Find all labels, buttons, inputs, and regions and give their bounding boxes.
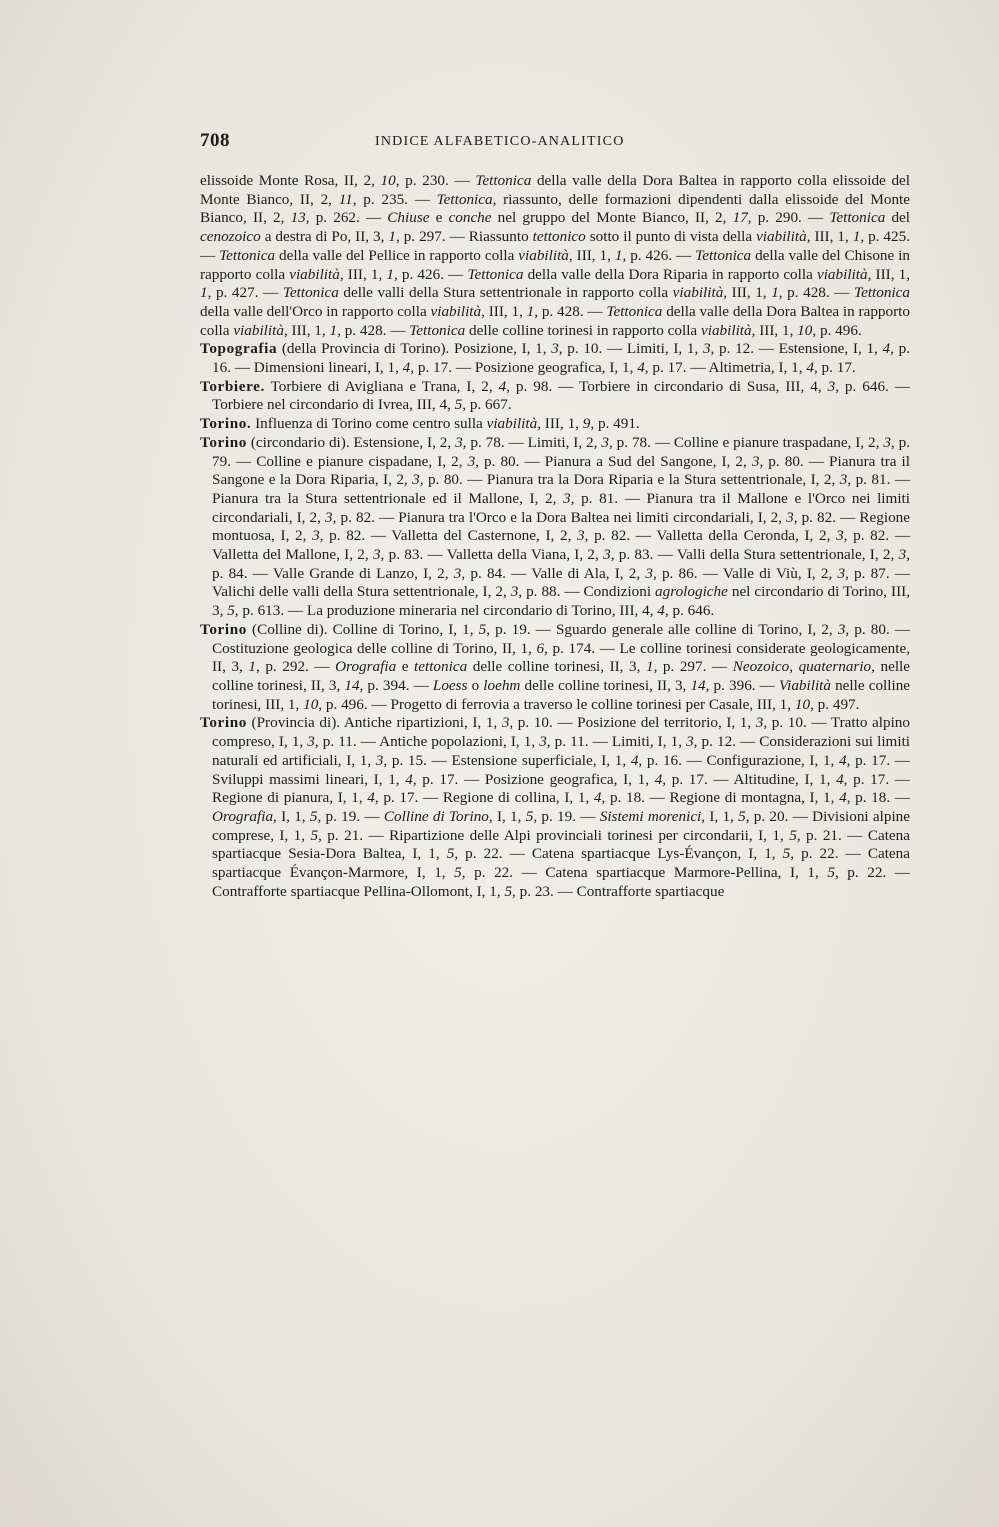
text-run: , p. 497. (810, 695, 860, 713)
italic-run: viabilità (672, 284, 724, 302)
index-entry-torino (200, 415, 910, 434)
text-run: , p. 23. — Contrafforte spartiacque (512, 882, 725, 900)
text-run: nel circondario di Torino, III, 3, (212, 583, 911, 620)
text-run: , p. 17. (813, 359, 856, 377)
italic-run: 4 (657, 602, 665, 620)
italic-run: 3 (751, 452, 760, 470)
index-entry-topografia (200, 340, 910, 377)
italic-run: 3 (786, 508, 794, 526)
entry-heading: Topografia (200, 340, 278, 358)
italic-run: viabilità (756, 228, 807, 246)
text-run: , III, 1, (283, 321, 330, 339)
text-run: a destra di Po, II, 3, (260, 228, 389, 246)
text-run: , p. 79. — Colline e pianure cispadane, I, 2, (212, 433, 910, 470)
text-run: (circondario di). Estensione, I, 2, (246, 433, 456, 451)
text-run: , p. 428. — (534, 302, 607, 320)
text-run: , p. 428. — (778, 284, 855, 302)
italic-run: 5 (525, 807, 534, 825)
text-run: , p. 82. — Valletta della Ceronda, I, 2, (584, 527, 837, 545)
text-run: della valle della Dora Baltea in rapporto colla (200, 302, 910, 339)
text-run: , p. 17. — Posizione geografica, I, 1, (412, 770, 655, 788)
italic-run: 4 (882, 340, 891, 358)
italic-run: 1 (200, 284, 208, 302)
italic-run: 3 (325, 508, 333, 526)
index-entry-continuation (200, 172, 910, 340)
text-run: , p. 613. — La produzione mineraria nel circondario di Torino, III, 4, (234, 602, 658, 620)
text-run: , p. 292. — (256, 658, 336, 676)
text-run: , p. 290. — (747, 209, 830, 227)
text-run: , p. 17. — Altimetria, I, 1, (644, 359, 807, 377)
italic-run: 3 (455, 433, 463, 451)
italic-run: Neozoico (732, 658, 790, 676)
italic-run: conche (448, 209, 492, 227)
italic-run: 4 (498, 377, 507, 395)
text-run: del (885, 209, 910, 227)
italic-run: 3 (467, 452, 476, 470)
italic-run: 3 (563, 489, 571, 507)
italic-run: 3 (898, 546, 907, 564)
italic-run: 5 (309, 807, 318, 825)
italic-run: 17 (732, 209, 748, 227)
text-run: , p. 426. — (622, 246, 696, 264)
text-run: , p. 98. — Torbiere in circondario di Susa, III, 4, (506, 377, 828, 395)
text-run: , III, 1, (751, 321, 798, 339)
text-run: , III, 1, (806, 228, 853, 246)
italic-run: 3 (837, 564, 846, 582)
text-run: , p. 78. — Limiti, I, 2, (462, 433, 602, 451)
italic-run: 1 (614, 246, 623, 264)
italic-run: 4 (593, 789, 602, 807)
italic-run: 1 (771, 284, 779, 302)
text-run: Influenza di Torino come centro sulla (251, 415, 487, 433)
italic-run: viabilità (233, 321, 284, 339)
italic-run: 3 (577, 527, 585, 545)
text-run: , p. 11. — Limiti, I, 1, (546, 733, 687, 751)
italic-run: 1 (248, 658, 256, 676)
italic-run: 1 (386, 265, 394, 283)
italic-run: 4 (836, 770, 844, 788)
italic-run: Tettonica (695, 246, 752, 264)
text-run: (Colline di). Colline di Torino, I, 1, (246, 620, 479, 638)
text-run: e (429, 209, 449, 227)
italic-run: 5 (827, 864, 835, 882)
italic-run: 5 (789, 826, 797, 844)
text-run: , III, 1, (568, 246, 615, 264)
italic-run: 4 (839, 789, 847, 807)
text-run: , p. 22. — Catena spartiacque Marmore-Pellina, I, 1, (461, 864, 828, 882)
text-run: , p. 394. — (359, 676, 433, 694)
italic-run: Sistemi morenici (599, 807, 702, 825)
text-run: , p. 18. — (846, 789, 911, 807)
text-run: elissoide Monte Rosa, II, 2, (200, 172, 381, 189)
italic-run: 3 (837, 620, 846, 638)
entry-heading: Torino (200, 433, 247, 451)
text-run: delle valli della Stura settentrionale in rapporto colla (338, 284, 673, 302)
text-run: , p. 80. — Pianura a Sud del Sangone, I, 2, (475, 452, 752, 470)
entry-heading: Torino (200, 714, 247, 732)
text-run: (della Provincia di Torino). Posizione, I, 1, (277, 340, 552, 358)
italic-run: 13 (290, 209, 306, 227)
text-run: , p. 80. — Pianura tra il Sangone e la Dora Riparia, I, 2, (212, 452, 910, 489)
text-run: o (467, 676, 484, 694)
text-run: , p. 174. — Le colline torinesi considerate geologicamente, II, 3, (212, 639, 910, 676)
text-run: , III, 1, (537, 415, 583, 433)
text-run: , p. 83. — Valletta della Viana, I, 2, (380, 546, 604, 564)
italic-run: 3 (375, 751, 384, 769)
italic-run: Chiuse (387, 209, 430, 227)
text-run: , (789, 658, 799, 676)
italic-run: Orografia (212, 807, 274, 825)
text-run: , p. 11. — Antiche popolazioni, I, 1, (314, 733, 540, 751)
text-run: nelle colline torinesi, III, 1, (212, 676, 911, 713)
italic-run: 14 (344, 676, 360, 694)
italic-run: 1 (526, 302, 535, 320)
italic-run: viabilità (486, 415, 538, 433)
text-run: , p. 10. — Limiti, I, 1, (558, 340, 703, 358)
italic-run: 5 (738, 807, 746, 825)
italic-run: 4 (839, 751, 847, 769)
text-run: , p. 491. (590, 415, 640, 433)
text-run: , p. 12. — Considerazioni sui limiti naturali ed artificiali, I, 1, (212, 733, 911, 769)
italic-run: 3 (686, 733, 694, 751)
italic-run: agrologiche (655, 583, 728, 601)
text-run: della valle dell'Orco in rapporto colla (200, 302, 431, 320)
italic-run: 5 (446, 845, 455, 863)
entry-heading: Torbiere. (200, 377, 265, 395)
italic-run: 3 (372, 546, 381, 564)
text-run: della valle della Dora Baltea in rapporto colla elissoide del Monte Bianco, II, 2, (200, 172, 911, 208)
italic-run: tettonico (532, 228, 586, 246)
text-run: , p. 81. — Pianura tra la Stura settentrionale ed il Mallone, I, 2, (212, 471, 910, 507)
text-run: , p. 17. — Posizione geografica, I, 1, (410, 359, 638, 377)
italic-run: 3 (539, 733, 547, 751)
text-run: , p. 16. — Dimensioni lineari, I, 1, (212, 340, 910, 377)
italic-run: 10 (380, 172, 396, 189)
text-run: , p. 19. — (533, 807, 600, 825)
italic-run: Tettonica (606, 302, 663, 320)
text-run: , p. 17. — Altitudine, I, 1, (662, 770, 837, 788)
text-run: , p. 81. — Pianura tra il Mallone e l'Orco nei limiti circondariali, I, 2, (212, 489, 910, 526)
text-run: , III, 1, (723, 284, 772, 302)
text-run: , p. 18. — Regione di montagna, I, 1, (601, 789, 840, 807)
text-run: , p. 667. (462, 396, 512, 414)
italic-run: 3 (645, 564, 653, 582)
text-run: , p. 22. — Catena spartiacque Lys-Évançon, I, 1, (454, 845, 783, 863)
text-run: , p. 12. — Estensione, I, 1, (710, 340, 883, 358)
text-run: , riassunto, delle formazioni dipendenti dalla elissoide del Monte Bianco, II, 2, (200, 190, 910, 227)
text-run: , p. 86. — Valle di Viù, I, 2, (652, 564, 838, 582)
text-run: , p. 17. — Sviluppi massimi lineari, I, 1, (212, 751, 910, 788)
text-run: , p. 262. — (305, 209, 388, 227)
italic-run: Tettonica (219, 246, 276, 264)
text-run: della valle della Dora Riparia in rapporto colla (523, 265, 817, 283)
italic-run: 4 (637, 359, 645, 377)
italic-run: Tettonica (854, 284, 911, 302)
text-run: della valle del Pellice in rapporto colla (275, 246, 519, 264)
italic-run: 5 (454, 864, 462, 882)
text-run: , p. 17. — Regione di pianura, I, 1, (212, 770, 910, 807)
index-entry-torino-circondario (200, 433, 911, 621)
running-title: INDICE ALFABETICO-ANALITICO (375, 134, 625, 149)
italic-run: 10 (303, 695, 319, 713)
text-run: Torbiere di Avigliana e Trana, I, 2, (264, 377, 499, 395)
text-run: , p. 22. — Catena spartiacque Évançon-Marmore, I, 1, (212, 845, 911, 882)
text-run: (Provincia di). Antiche ripartizioni, I, 1, (246, 714, 502, 732)
text-run: nel gruppo del Monte Bianco, II, 2, (491, 209, 733, 227)
italic-run: 10 (797, 321, 813, 339)
text-run: , p. 10. — Tratto alpino compreso, I, 1, (212, 714, 910, 751)
index-entry-torino-colline (200, 620, 911, 715)
text-run: delle colline torinesi, II, 3, (467, 658, 646, 676)
italic-run: 4 (630, 751, 639, 769)
italic-run: viabilità (289, 265, 340, 283)
index-body (200, 172, 910, 901)
italic-run: 4 (806, 359, 814, 377)
italic-run: 3 (453, 564, 462, 582)
text-run: , p. 20. — Divisioni alpine comprese, I, 1, (212, 807, 911, 844)
text-run: , III, 1, (867, 265, 911, 283)
text-run: , p. 235. — (352, 190, 437, 208)
italic-run: 3 (883, 433, 891, 451)
italic-run: quaternario (798, 658, 872, 676)
italic-run: 3 (827, 377, 836, 395)
italic-run: Tettonica (282, 284, 339, 302)
text-run: , p. 396. — (705, 676, 779, 694)
text-run: , p. 425. — (200, 228, 910, 264)
text-run: , p. 82. — Valletta del Casternone, I, 2, (319, 527, 578, 545)
italic-run: 4 (405, 770, 413, 788)
italic-run: cenozoico (200, 228, 261, 246)
entry-heading: Torino (200, 620, 247, 638)
italic-run: 5 (478, 620, 487, 638)
text-run: , I, 1, (273, 807, 310, 825)
italic-run: 5 (504, 882, 513, 900)
text-run: , p. 427. — (207, 284, 283, 302)
italic-run: 3 (755, 714, 764, 732)
index-entry-torino-provincia (200, 714, 911, 901)
text-run: , p. 84. — Valle di Ala, I, 2, (461, 564, 646, 582)
italic-run: Tettonica (467, 265, 524, 283)
italic-run: 4 (654, 770, 663, 788)
italic-run: 3 (412, 471, 420, 489)
italic-run: 3 (603, 546, 611, 564)
text-run: , p. 80. — Pianura tra la Dora Riparia e la Stura settentrionale, I, 2, (419, 471, 840, 489)
text-run: , p. 19. — Sguardo generale alle colline di Torino, I, 2, (486, 620, 838, 638)
page-number: 708 (200, 130, 230, 151)
text-run: , p. 21. — Catena spartiacque Sesia-Dora Baltea, I, 1, (212, 826, 911, 863)
italic-run: Tettonica (436, 190, 493, 208)
text-run: , p. 10. — Posizione del territorio, I, 1, (509, 714, 756, 732)
italic-run: 1 (329, 321, 338, 339)
italic-run: 6 (536, 639, 545, 657)
text-run: , p. 297. — Riassunto (395, 228, 533, 246)
text-run: , p. 496. (812, 321, 862, 339)
italic-run: 11 (338, 190, 353, 208)
italic-run: 3 (501, 714, 510, 732)
text-run: , p. 496. — Progetto di ferrovia a traverso le colline torinesi per Casale, III, 1, (318, 695, 795, 713)
italic-run: 14 (690, 676, 706, 694)
text-run: , p. 87. — Valichi delle valli della Stura settentrionale, I, 2, (212, 564, 911, 601)
italic-run: Colline di Torino (383, 807, 489, 825)
text-run: , p. 80. — Costituzione geologica delle colline di Torino, II, 1, (212, 620, 911, 657)
text-run: , p. 15. — Estensione superficiale, I, 1, (383, 751, 631, 769)
italic-run: tettonica (414, 658, 468, 676)
text-run: , p. 230. — (395, 172, 476, 189)
italic-run: Viabilità (778, 676, 831, 694)
italic-run: 3 (551, 340, 559, 358)
italic-run: Tettonica (409, 321, 466, 339)
italic-run: 3 (510, 583, 519, 601)
text-run: , p. 646. (664, 602, 715, 620)
italic-run: Tettonica (829, 209, 886, 227)
text-run: , p. 21. — Ripartizione delle Alpi provinciali torinesi per circondarii, I, 1, (318, 826, 790, 844)
text-run: sotto il punto di vista della (585, 228, 757, 246)
italic-run: 1 (645, 658, 654, 676)
text-run: , III, 1, (481, 302, 527, 320)
italic-run: 4 (402, 359, 411, 377)
italic-run: 3 (601, 433, 609, 451)
text-run: , p. 426. — (393, 265, 468, 283)
entry-heading: Torino. (200, 415, 252, 433)
text-run: , p. 22. — Contrafforte spartiacque Pellina-Ollomont, I, 1, (212, 864, 910, 900)
text-run: , p. 646. — Torbiere nel circondario di Ivrea, III, 4, (212, 377, 910, 414)
italic-run: 10 (794, 695, 811, 713)
italic-run: 3 (836, 527, 844, 545)
italic-run: 5 (310, 826, 319, 844)
text-run: , nelle colline torinesi, II, 3, (212, 658, 911, 694)
text-run: , p. 297. — (653, 658, 733, 676)
text-run: delle colline torinesi in rapporto colla (465, 321, 701, 339)
italic-run: 3 (702, 340, 711, 358)
italic-run: viabilità (518, 246, 569, 264)
text-run: , p. 82. — Regione montuosa, I, 2, (212, 508, 910, 545)
italic-run: viabilità (700, 321, 752, 339)
text-run: , p. 83. — Valli della Stura settentrionale, I, 2, (610, 546, 899, 564)
text-run: e (396, 658, 415, 676)
text-run: , I, 1, (701, 807, 739, 825)
italic-run: 3 (839, 471, 848, 489)
italic-run: viabilità (816, 265, 868, 283)
text-run: , p. 19. — (317, 807, 384, 825)
italic-run: 5 (782, 845, 791, 863)
italic-run: 4 (367, 789, 375, 807)
italic-run: Orografia (335, 658, 397, 676)
italic-run: 1 (852, 228, 861, 246)
text-run: , p. 16. — Configurazione, I, 1, (638, 751, 840, 769)
text-run: della valle del Chisone in rapporto colla (200, 246, 911, 283)
text-run: , III, 1, (339, 265, 387, 283)
italic-run: 3 (312, 527, 320, 545)
text-run: , p. 82. — Pianura tra l'Orco e la Dora Baltea nei limiti circondariali, I, 2, (332, 508, 787, 526)
italic-run: loehm (483, 676, 521, 694)
page-header (200, 130, 910, 156)
italic-run: 5 (454, 396, 463, 414)
text-run: delle colline torinesi, II, 3, (520, 676, 691, 694)
text-run: , p. 17. — Regione di collina, I, 1, (374, 789, 594, 807)
text-run: , p. 78. — Colline e pianure traspadane, I, 2, (608, 433, 884, 451)
text-run: , p. 84. — Valle Grande di Lanzo, I, 2, (212, 546, 910, 582)
index-entry-torbiere (200, 377, 910, 415)
italic-run: Loess (432, 676, 468, 694)
italic-run: viabilità (430, 302, 482, 320)
italic-run: Tettonica (475, 172, 532, 189)
text-run: , p. 88. — Condizioni (518, 583, 656, 601)
italic-run: 9 (582, 415, 591, 433)
italic-run: 3 (307, 733, 315, 751)
text-run: , p. 428. — (337, 321, 410, 339)
text-run: , p. 82. — Valletta del Mallone, I, 2, (212, 527, 911, 564)
italic-run: 5 (227, 602, 235, 620)
italic-run: 1 (388, 228, 396, 246)
text-run: , I, 1, (488, 807, 526, 825)
